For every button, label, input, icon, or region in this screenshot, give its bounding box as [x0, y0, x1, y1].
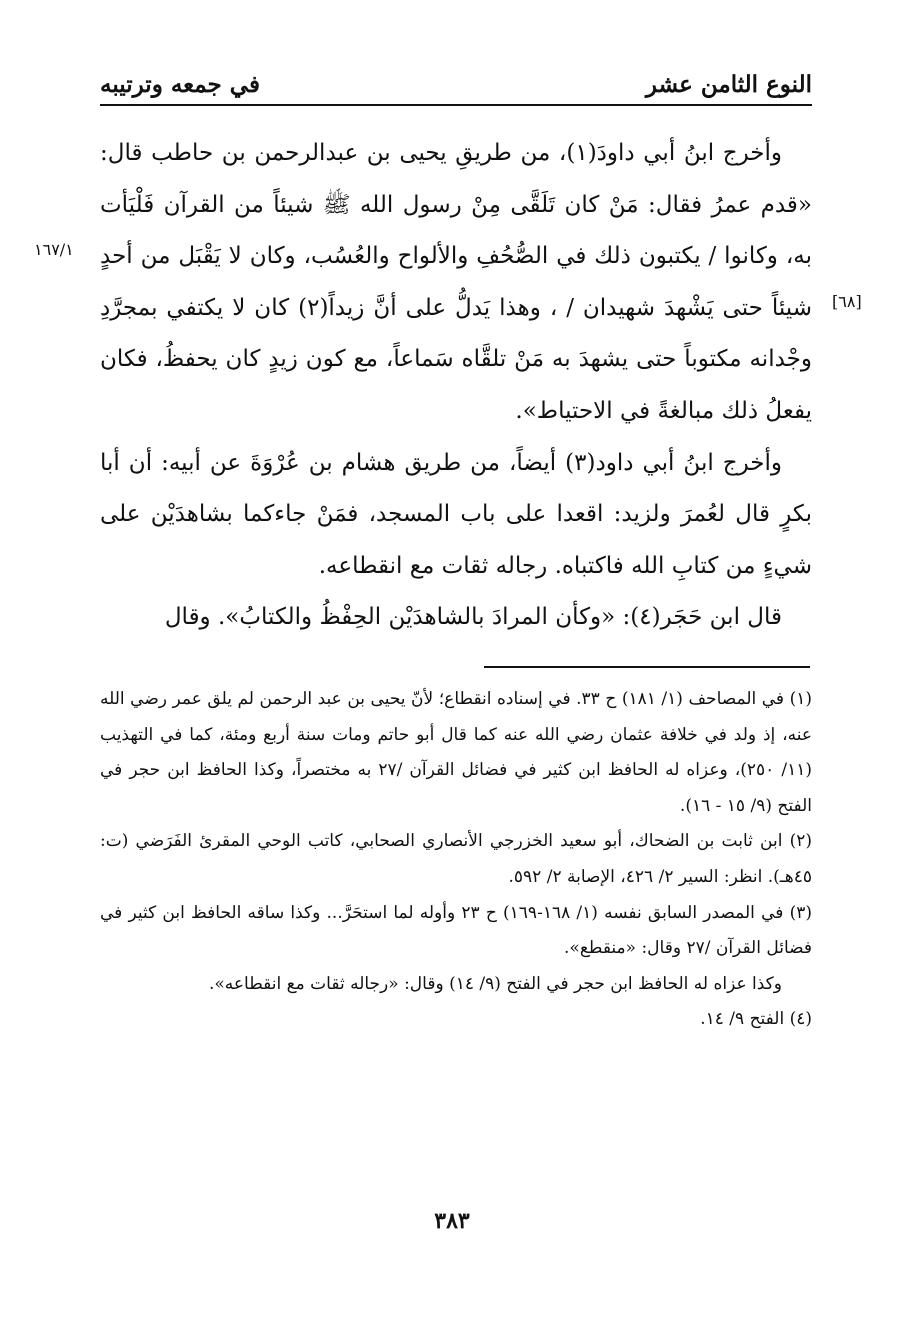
- header-chapter-title: النوع الثامن عشر: [645, 71, 812, 98]
- footnote-2: (٢) ابن ثابت بن الضحاك، أبو سعيد الخزرجي الأنصاري الصحابي، كاتب الوحي المقرئ الفَرَضي (ت: ٤٥هـ). انظر: السير ٢/ ٤٢٦، الإصابة ٢/ ٥٩٢.: [100, 831, 812, 887]
- footnotes: [100, 682, 812, 1038]
- footnote-1: (١) في المصاحف (١/ ١٨١) ح ٣٣. في إسناده انقطاع؛ لأنّ يحيى بن عبد الرحمن لم يلق عمر رضي الله عنه، إذ ولد في خلافة عثمان رضي الله عنه كما قال أبو حاتم ومات سنة أربع ومئة، كما في التهذيب (١١/ ٢٥٠)، وعزاه له الحافظ ابن كثير في فضائل القرآن /٢٧ به مختصراً، وكذا الحافظ ابن حجر في الفتح (٩/ ١٥ - ١٦).: [100, 689, 812, 816]
- header-section-title: في جمعه وترتيبه: [100, 71, 260, 98]
- footnote-3: (٣) في المصدر السابق نفسه (١/ ١٦٨-١٦٩) ح ٢٣ وأوله لما استحَرَّ... وكذا ساقه الحافظ ابن كثير في فضائل القرآن /٢٧ وقال: «منقطع».: [100, 902, 812, 959]
- footnote-3-continuation: وكذا عزاه له الحافظ ابن حجر في الفتح (٩/ ١٤) وقال: «رجاله ثقات مع انقطاعه».: [208, 973, 782, 994]
- edition-page-ref: [٦٨]: [832, 292, 862, 311]
- main-text: [100, 128, 812, 644]
- page-number: ٣٨٣: [434, 1208, 470, 1234]
- footnote-4: (٤) الفتح ٩/ ١٤.: [700, 1009, 812, 1030]
- running-header: [100, 58, 812, 98]
- paragraph-3: قال ابن حَجَر(٤): «وكأن المرادَ بالشاهدَيْن الحِفْظُ والكتابُ». وقال: [164, 604, 782, 631]
- footnote-rule: [484, 666, 810, 668]
- header-rule: [100, 104, 812, 106]
- manuscript-page-ref: ١٦٧/١: [34, 240, 74, 259]
- paragraph-1: وأخرج ابنُ أبي داودَ(١)، من طريقِ يحيى بن عبدالرحمن بن حاطب قال: «قدم عمرُ فقال: مَنْ كان تَلَقَّى مِنْ رسول الله ﷺ شيئاً من القرآن فَلْيَأت به، وكانوا / يكتبون ذلك في الصُّحُفِ والألواح والعُسُب، وكان لا يَقْبَل من أحدٍ شيئاً حتى يَشْهدَ شهيدان / ، وهذا يَدلُّ على أنَّ زيداً(٢) كان لا يكتفي بمجرَّدِ وجْدانه مكتوباً حتى يشهدَ به مَنْ تلقَّاه سَماعاً، مع كون زيدٍ كان يحفظُ، فكان يفعلُ ذلك مبالغةً في الاحتياط».: [100, 140, 812, 424]
- paragraph-2: وأخرج ابنُ أبي داود(٣) أيضاً، من طريق هشام بن عُرْوَةَ عن أبيه: أن أبا بكرٍ قال لعُمرَ ولزيد: اقعدا على باب المسجد، فمَنْ جاءكما بشاهدَيْن على شيءٍ من كتابِ الله فاكتباه. رجاله ثقات مع انقطاعه.: [100, 449, 812, 579]
